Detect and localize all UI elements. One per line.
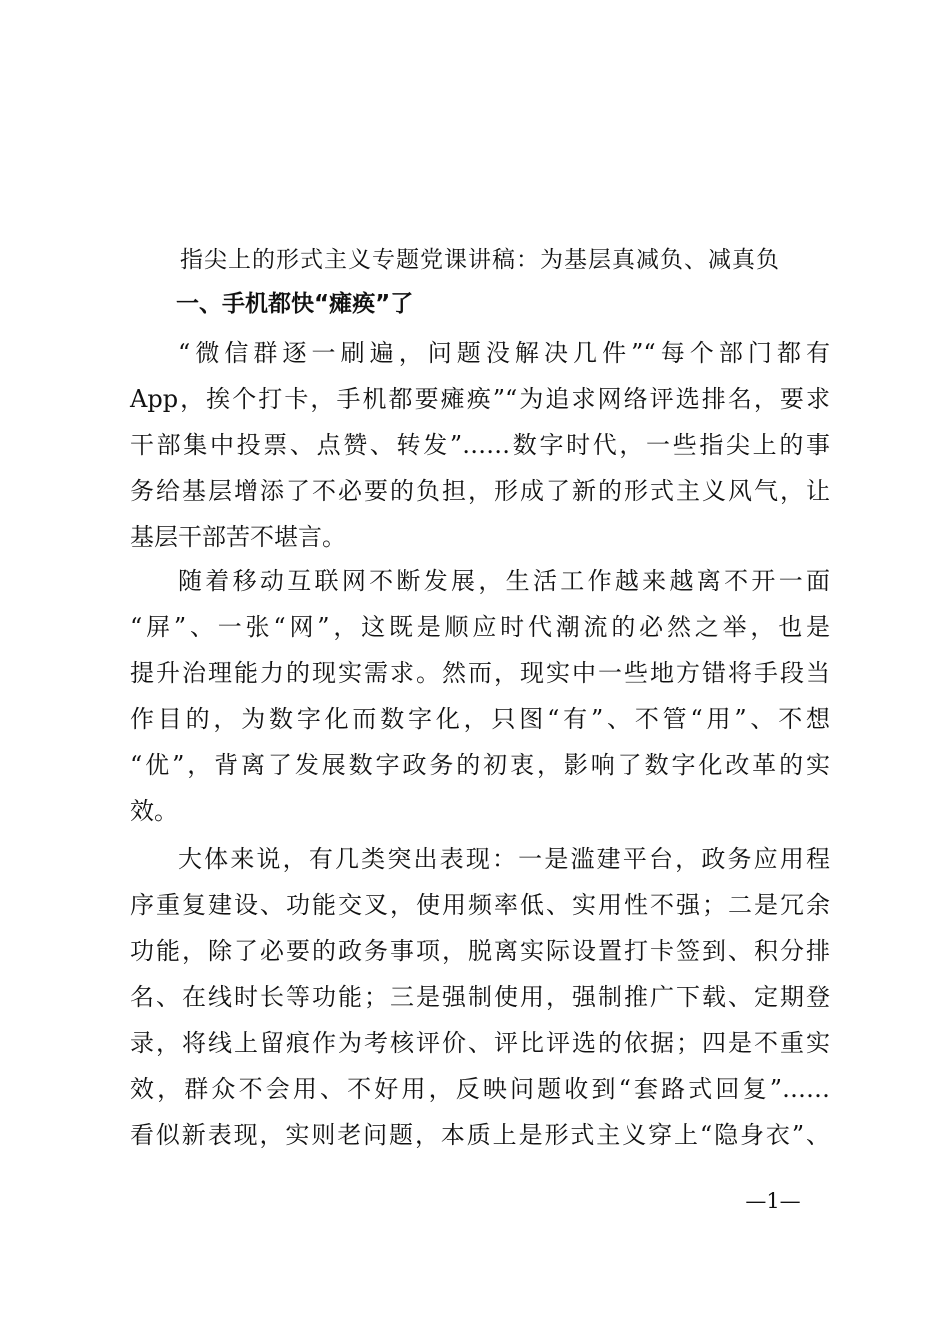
text-line: “屏”、一张“网”，这既是顺应时代潮流的必然之举，也是	[130, 613, 830, 641]
text-line: “优”，背离了发展数字政务的初衷，影响了数字化改革的实	[130, 751, 830, 779]
text-line: 提升治理能力的现实需求。然而，现实中一些地方错将手段当	[130, 659, 830, 687]
paragraph-1	[130, 330, 830, 560]
text-line: 名、在线时长等功能；三是强制使用，强制推广下载、定期登	[130, 983, 830, 1011]
text-line: 干部集中投票、点赞、转发”……数字时代，一些指尖上的事	[130, 431, 830, 459]
text-line: 功能，除了必要的政务事项，脱离实际设置打卡签到、积分排	[130, 937, 830, 965]
text-line: 大体来说，有几类突出表现：一是滥建平台，政务应用程	[178, 845, 830, 873]
text-line: “微信群逐一刷遍，问题没解决几件”“每个部门都有	[178, 339, 830, 367]
text-line: 作目的，为数字化而数字化，只图“有”、不管“用”、不想	[130, 705, 830, 733]
text-line: 务给基层增添了不必要的负担，形成了新的形式主义风气，让	[130, 477, 830, 505]
text-line: 随着移动互联网不断发展，生活工作越来越离不开一面	[178, 567, 830, 595]
text-line: 效，群众不会用、不好用，反映问题收到“套路式回复”……	[130, 1075, 830, 1103]
paragraph-3	[130, 836, 830, 1158]
document-title: 指尖上的形式主义专题党课讲稿：为基层真减负、减真负	[180, 247, 780, 273]
text-line: 效。	[130, 797, 178, 825]
paragraph-2	[130, 558, 830, 834]
text-line: 看似新表现，实则老问题，本质上是形式主义穿上“隐身衣”、	[130, 1121, 830, 1149]
text-line: 录，将线上留痕作为考核评价、评比评选的依据；四是不重实	[130, 1029, 830, 1057]
text-line: 序重复建设、功能交叉，使用频率低、实用性不强；二是冗余	[130, 891, 830, 919]
text-line: App，挨个打卡，手机都要瘫痪”“为追求网络评选排名，要求	[130, 385, 830, 413]
page-number: —1—	[745, 1189, 801, 1213]
text-line: 基层干部苦不堪言。	[130, 523, 346, 551]
section-heading: 一、手机都快“瘫痪”了	[176, 291, 414, 317]
